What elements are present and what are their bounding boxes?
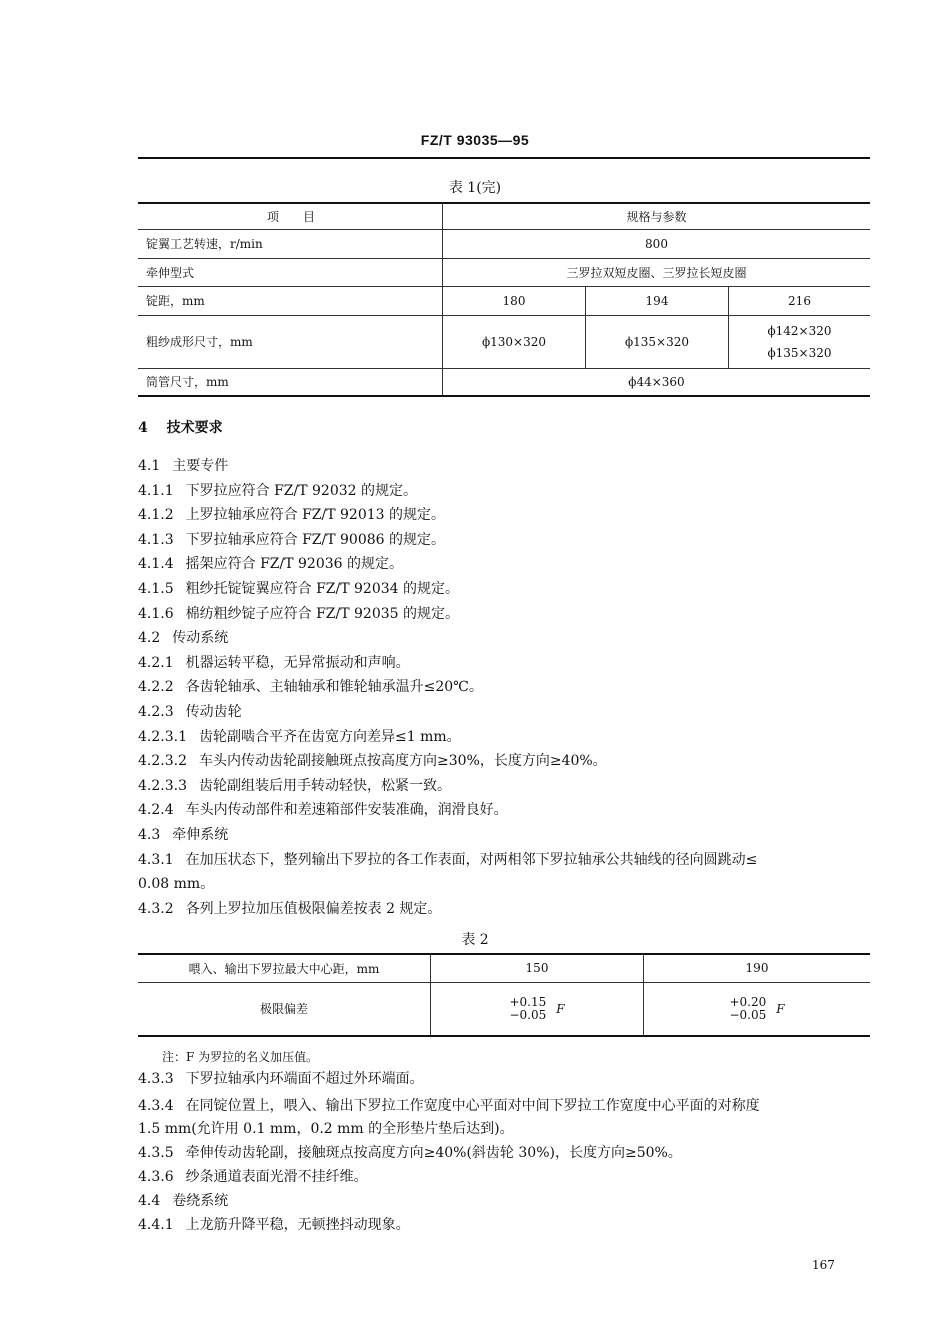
tol2-values [729, 996, 766, 1022]
clause-text: 上龙筋升降平稳，无顿挫抖动现象。 [185, 1217, 410, 1233]
clause-number: 4.2.1 [138, 654, 174, 671]
clause-number: 4.1.2 [138, 507, 174, 524]
clause-line [138, 676, 483, 696]
row-flyer-speed-label: 锭翼工艺转速，r/min [138, 229, 443, 258]
clause-text: 机器运转平稳，无异常振动和声响。 [185, 654, 410, 671]
row-drafting-value: 三罗拉双短皮圈、三罗拉长短皮圈 [443, 258, 871, 286]
clause-number: 4.3.1 [138, 851, 174, 868]
clause-number: 4.1.3 [138, 531, 174, 548]
clause-number: 4.3.3 [138, 1071, 174, 1087]
clause-number: 4.4.1 [138, 1217, 174, 1233]
clause-text: 1.5 mm(允许用 0.1 mm，0.2 mm 的全形垫片垫后达到)。 [138, 1121, 514, 1137]
clause-number: 4.2 [138, 630, 161, 647]
clause-line [138, 701, 242, 721]
clause-text: 在同锭位置上，喂入、输出下罗拉工作宽度中心平面对中间下罗拉工作宽度中心平面的对称度 [185, 1098, 760, 1114]
clause-line [138, 1095, 760, 1115]
clause-number: 4.2.4 [138, 802, 174, 819]
row-gauge-v3: 216 [729, 286, 871, 315]
clause-text: 牵伸系统 [172, 827, 229, 843]
clause-line [138, 898, 441, 918]
clause-text: 棉纺粗纱锭子应符合 FZ/T 92035 的规定。 [185, 605, 460, 622]
clause-number: 4.1 [138, 458, 161, 474]
tol1-symbol: F [556, 1001, 565, 1016]
row-flyer-speed-value: 800 [443, 229, 871, 258]
clause-line [138, 627, 228, 647]
table2-col1: 150 [431, 954, 644, 982]
table1-head-params: 规格与参数 [443, 203, 871, 229]
clause-text: 各列上罗拉加压值极限偏差按表 2 规定。 [185, 900, 442, 917]
clause-line [138, 529, 445, 549]
table2-col2: 190 [644, 954, 871, 982]
clause-line [138, 1118, 514, 1138]
table1-head-item: 项 目 [138, 203, 443, 229]
tol2-lower: −0.05 [729, 1007, 767, 1022]
clause-text: 下罗拉轴承内环端面不超过外环端面。 [185, 1071, 424, 1087]
clause-text: 下罗拉应符合 FZ/T 92032 的规定。 [185, 482, 418, 499]
clause-text: 传动齿轮 [185, 704, 242, 720]
clause-line [138, 1190, 228, 1210]
clause-text: 车头内传动齿轮副接触斑点按高度方向≥30%，长度方向≥40%。 [198, 753, 607, 770]
table2 [138, 953, 870, 1037]
clause-number: 4.1.6 [138, 605, 174, 622]
section-4-title: 技术要求 [166, 420, 223, 436]
header-rule [138, 157, 870, 159]
clause-number: 4.3.2 [138, 900, 174, 917]
clause-line [138, 750, 607, 770]
table2-row-label: 极限偏差 [138, 982, 431, 1036]
page-number: 167 [812, 1258, 835, 1272]
section-4-num: 4 [138, 420, 148, 436]
clause-number: 4.1.1 [138, 482, 174, 499]
clause-number: 4.2.3.1 [138, 728, 187, 745]
clause-line [138, 775, 451, 795]
tol2-symbol: F [776, 1001, 785, 1016]
clause-text: 车头内传动部件和差速箱部件安装准确，润滑良好。 [185, 802, 508, 819]
clause-text: 粗纱托锭锭翼应符合 FZ/T 92034 的规定。 [185, 581, 460, 597]
clause-text: 0.08 mm。 [138, 876, 215, 893]
standard-header: FZ/T 93035—95 [420, 132, 530, 148]
clause-line [138, 553, 403, 573]
clause-line [138, 480, 417, 500]
clause-number: 4.2.3.3 [138, 777, 187, 794]
clause-line [138, 873, 214, 893]
clause-line [138, 1142, 682, 1162]
section-4-heading [138, 417, 223, 437]
clause-line [138, 849, 757, 869]
clause-number: 4.4 [138, 1193, 161, 1209]
clause-line [138, 455, 228, 475]
clause-number: 4.3.4 [138, 1098, 174, 1114]
row-package-v3 [729, 315, 871, 368]
table2-tol1 [431, 982, 644, 1036]
clause-text: 牵伸传动齿轮副，接触斑点按高度方向≥40%(斜齿轮 30%)，长度方向≥50%。 [185, 1145, 682, 1161]
clause-line [138, 824, 228, 844]
clause-number: 4.3.6 [138, 1169, 174, 1185]
clause-line [138, 799, 508, 819]
clause-text: 齿轮副啮合平齐在齿宽方向差异≤1 mm。 [198, 728, 461, 745]
tol1-upper: +0.15 [509, 994, 547, 1009]
table2-head-label: 喂入、输出下罗拉最大中心距，mm [138, 954, 431, 982]
clause-text: 各齿轮轴承、主轴轴承和锥轮轴承温升≤20℃。 [185, 679, 483, 696]
clause-line [138, 1166, 368, 1186]
table2-note: 注：F 为罗拉的名义加压值。 [162, 1050, 319, 1064]
row-gauge-label: 锭距，mm [138, 286, 443, 315]
clause-line [138, 726, 461, 746]
clause-line [138, 1214, 410, 1234]
clause-text: 摇架应符合 FZ/T 92036 的规定。 [185, 556, 404, 573]
clause-text: 下罗拉轴承应符合 FZ/T 90086 的规定。 [185, 531, 446, 548]
table2-caption: 表 2 [461, 932, 489, 948]
clause-text: 纱条通道表面光滑不挂纤维。 [185, 1169, 368, 1185]
row-tube-label: 筒管尺寸，mm [138, 368, 443, 396]
row-package-v1: ϕ130×320 [443, 315, 586, 368]
tol2-upper: +0.20 [729, 994, 767, 1009]
row-package-v3a: ϕ142×320 [767, 323, 832, 338]
clause-number: 4.3.5 [138, 1145, 174, 1161]
tol1-values [509, 996, 546, 1022]
clause-number: 4.2.2 [138, 679, 174, 696]
clause-text: 卷绕系统 [172, 1193, 229, 1209]
clause-text: 在加压状态下，整列输出下罗拉的各工作表面，对两相邻下罗拉轴承公共轴线的径向圆跳动≤ [185, 851, 758, 868]
clause-line [138, 578, 459, 598]
tol1-lower: −0.05 [509, 1007, 547, 1022]
clause-number: 4.1.5 [138, 581, 174, 597]
clause-text: 上罗拉轴承应符合 FZ/T 92013 的规定。 [185, 507, 446, 524]
clause-number: 4.2.3 [138, 704, 174, 720]
table2-tol2 [644, 982, 871, 1036]
clause-number: 4.3 [138, 827, 161, 843]
clause-number: 4.2.3.2 [138, 753, 187, 770]
table1 [138, 202, 870, 397]
row-package-v3b: ϕ135×320 [767, 345, 832, 360]
row-gauge-v1: 180 [443, 286, 586, 315]
clause-line [138, 652, 410, 672]
clause-number: 4.1.4 [138, 556, 174, 573]
clause-text: 齿轮副组装后用手转动轻快，松紧一致。 [198, 777, 451, 794]
row-gauge-v2: 194 [586, 286, 729, 315]
table1-caption: 表 1(完) [448, 180, 502, 196]
row-package-label: 粗纱成形尺寸，mm [138, 315, 443, 368]
row-tube-value: ϕ44×360 [443, 368, 871, 396]
clause-line [138, 603, 459, 623]
clause-line [138, 1068, 424, 1088]
row-package-v2: ϕ135×320 [586, 315, 729, 368]
clause-line [138, 504, 445, 524]
row-drafting-label: 牵伸型式 [138, 258, 443, 286]
clause-text: 主要专件 [172, 458, 229, 474]
clause-text: 传动系统 [172, 630, 229, 647]
